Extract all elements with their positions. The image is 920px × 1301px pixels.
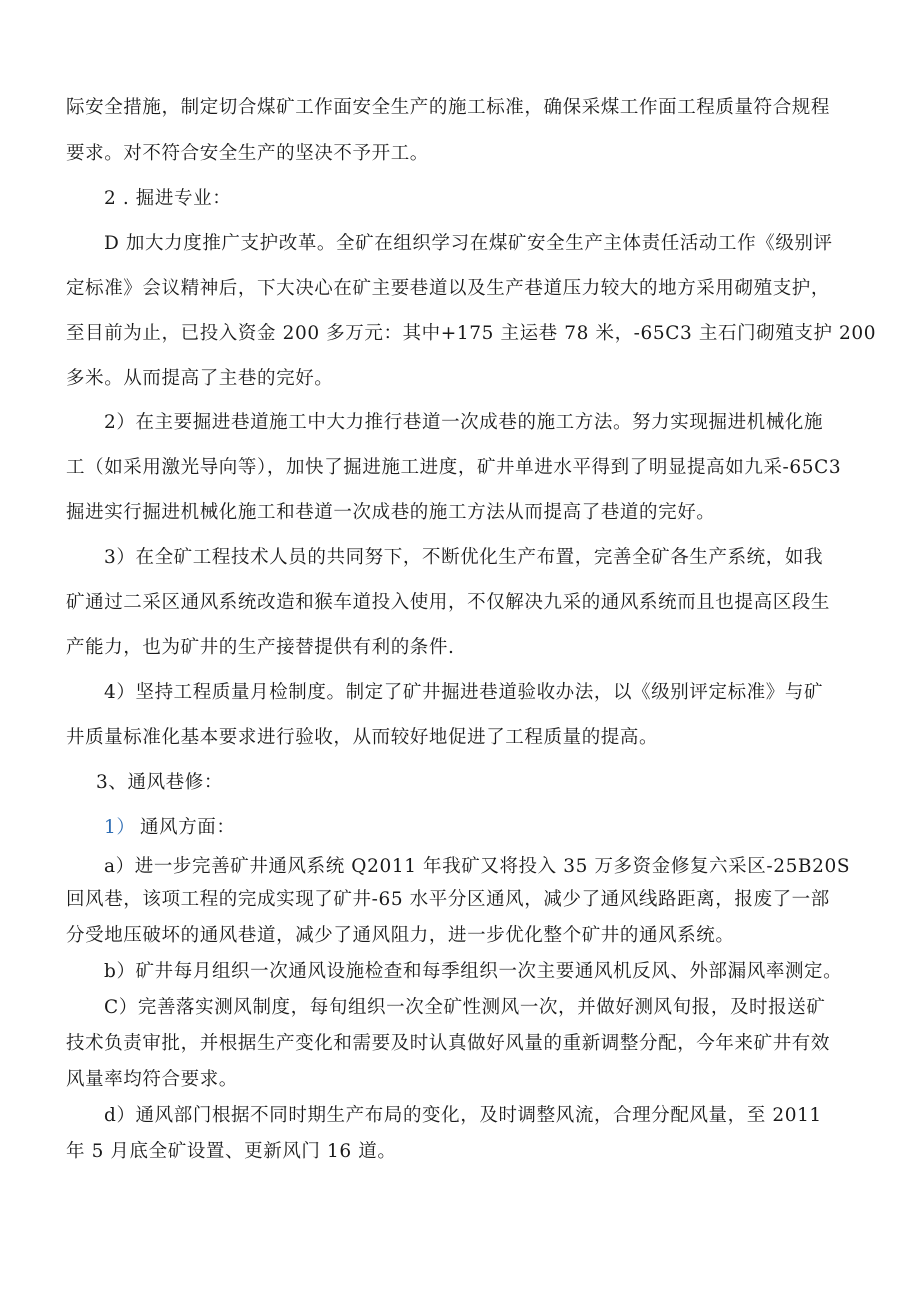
text-line: 至目前为止，已投入资金 200 多万元：其中+175 主运巷 78 米，-65C3 主石门砌殖支护 200 — [66, 323, 877, 344]
text-line: 产能力，也为矿井的生产接替提供有利的条件. — [66, 637, 455, 658]
text-line: 2）在主要掘进巷道施工中大力推行巷道一次成巷的施工方法。努力实现掘进机械化施 — [104, 412, 824, 433]
text-line: 分受地压破坏的通风巷道，减少了通风阻力，进一步优化整个矿井的通风系统。 — [66, 925, 735, 946]
text-line: 际安全措施，制定切合煤矿工作面安全生产的施工标准，确保采煤工作面工程质量符合规程 — [66, 97, 831, 118]
text-line: 矿通过二采区通风系统改造和猴车道投入使用，不仅解决九采的通风系统而且也提高区段生 — [66, 592, 831, 613]
text-line: 井质量标准化基本要求进行验收，从而较好地促进了工程质量的提高。 — [66, 727, 659, 748]
text-line: 工（如采用激光导向等），加快了掘进施工进度，矿井单进水平得到了明显提高如九采-65C3 — [66, 457, 842, 478]
text-line: d）通风部门根据不同时期生产布局的变化，及时调整风流，合理分配风量，至 2011 — [104, 1105, 822, 1126]
subsection-heading: 通风方面： — [140, 817, 236, 838]
section-heading: 3、通风巷修： — [96, 772, 223, 793]
text-line: b）矿井每月组织一次通风设施检查和每季组织一次主要通风机反风、外部漏风率测定。 — [104, 961, 843, 982]
text-line: D 加大力度推广支护改革。全矿在组织学习在煤矿安全生产主体责任活动工作《级别评 — [104, 233, 833, 254]
text-line: 4）坚持工程质量月检制度。制定了矿井掘进巷道验收办法，以《级别评定标准》与矿 — [104, 682, 824, 703]
text-line: 技术负责审批，并根据生产变化和需要及时认真做好风量的重新调整分配，今年来矿井有效 — [66, 1033, 831, 1054]
text-line: 回风巷，该项工程的完成实现了矿井-65 水平分区通风，减少了通风线路距离，报废了一部 — [66, 889, 830, 910]
list-number: 1） — [104, 817, 136, 838]
section-heading: 2 . 掘进专业： — [104, 188, 232, 209]
text-line: 3）在全矿工程技术人员的共同努下，不断优化生产布置，完善全矿各生产系统，如我 — [104, 547, 824, 568]
text-line: 年 5 月底全矿设置、更新风门 16 道。 — [66, 1141, 397, 1162]
text-line: 要求。对不符合安全生产的坚决不予开工。 — [66, 143, 429, 164]
text-line: 掘进实行掘进机械化施工和巷道一次成巷的施工方法从而提高了巷道的完好。 — [66, 502, 716, 523]
text-line: 风量率均符合要求。 — [66, 1069, 238, 1090]
text-line: 定标准》会议精神后，下大决心在矿主要巷道以及生产巷道压力较大的地方采用砌殖支护， — [66, 278, 831, 299]
text-line: C）完善落实测风制度，每旬组织一次全矿性测风一次，并做好测风旬报，及时报送矿 — [104, 997, 826, 1018]
text-line: 多米。从而提高了主巷的完好。 — [66, 368, 334, 389]
text-line: a）进一步完善矿井通风系统 Q2011 年我矿又将投入 35 万多资金修复六采区-25B20S — [104, 856, 851, 877]
